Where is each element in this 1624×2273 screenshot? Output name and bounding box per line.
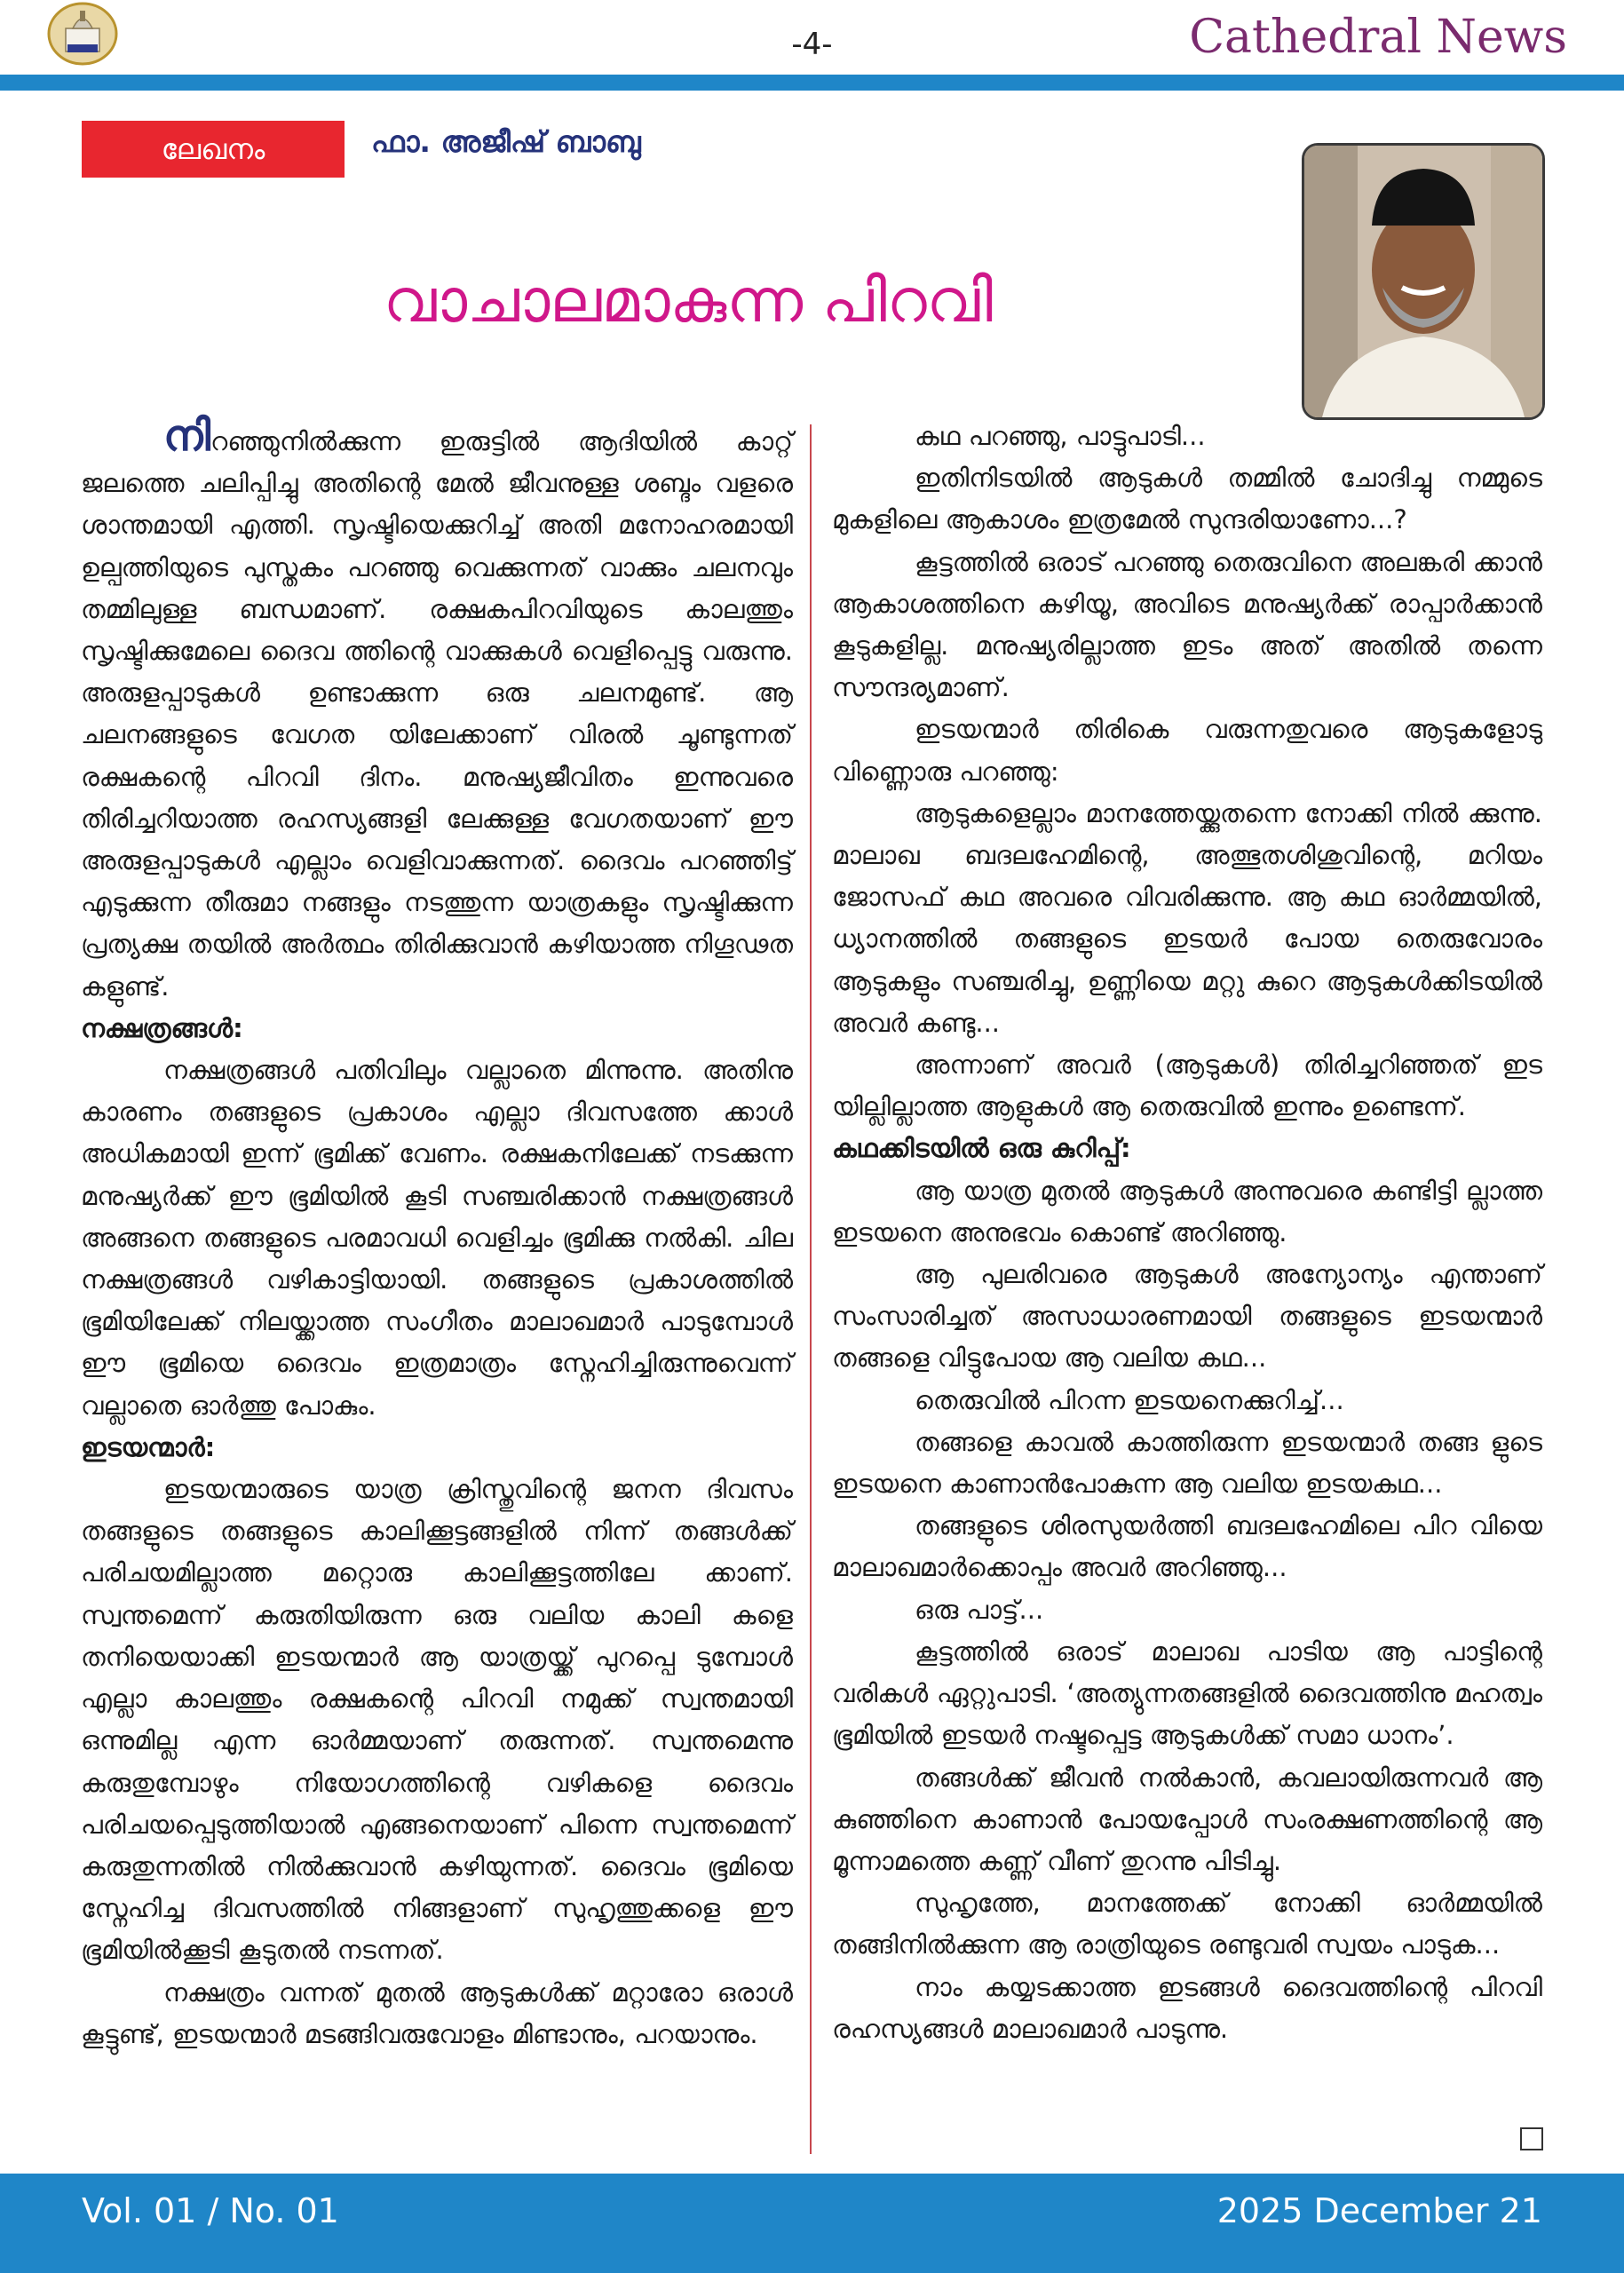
section-subheading: നക്ഷത്രങ്ങൾ: — [81, 1012, 243, 1043]
paragraph: ഒരു പാട്ട്... — [915, 1594, 1044, 1625]
paragraph: നാം കയ്യടക്കാത്ത ഇടങ്ങൾ ദൈവത്തിന്റെ പിറവി രഹസ്യങ്ങൾ മാലാഖമാർ പാടുന്നു. — [832, 1971, 1542, 2044]
lead-paragraph — [81, 411, 793, 1008]
paragraph: ഇടയന്മാർ തിരികെ വരുന്നതുവരെ ആടുകളോടു വിണ്ണൊരു പറഞ്ഞു: — [832, 714, 1542, 787]
paragraph: തെരുവിൽ പിറന്ന ഇടയനെക്കുറിച്ച്... — [915, 1384, 1344, 1415]
paragraph: ആടുകളെല്ലാം മാനത്തേയ്ക്കുതന്നെ നോക്കി നിൽ ക്കുന്നു. മാലാഖ ബദലഹേമിന്റെ, അത്ഭുതശിശുവിന്റെ, മറിയം ജോസഫ് കഥ അവരെ വിവരിക്കുന്നു. ആ കഥ ഓർമ്മയിൽ, ധ്യാനത്തിൽ തങ്ങളുടെ ഇടയർ പോയ തെരുവോരം ആടുകളും സഞ്ചരിച്ചു, ഉണ്ണിയെ മറ്റു കുറെ ആടുകൾക്കിടയിൽ അവർ കണ്ടു... — [832, 797, 1542, 1038]
end-mark-icon — [1520, 2127, 1543, 2150]
drop-cap: നി — [163, 411, 211, 461]
lead-text: റഞ്ഞുനിൽക്കുന്ന ഇരുട്ടിൽ ആദിയിൽ കാറ്റ് ജലത്തെ ചലിപ്പിച്ചു അതിന്റെ മേൽ ജീവനുള്ള ശബ്ദം വളരെ ശാന്തമായി എത്തി. സൃഷ്ടിയെക്കുറിച്ച് അതി മനോഹരമായി ഉല്പത്തിയുടെ പുസ്തകം പറഞ്ഞു വെക്കുന്നത് വാക്കും ചലനവും തമ്മിലുള്ള ബന്ധമാണ്. രക്ഷകപിറവിയുടെ കാലത്തും സൃഷ്ടിക്കുമേലെ ദൈവ ത്തിന്റെ വാക്കുകൾ വെളിപ്പെട്ടു വരുന്നു. അരുളപ്പാടുകൾ ഉണ്ടാക്കുന്ന ഒരു ചലനമുണ്ട്. ആ ചലനങ്ങളുടെ വേഗത യിലേക്കാണ് വിരൽ ചൂണ്ടുന്നത് രക്ഷകന്റെ പിറവി ദിനം. മനുഷ്യജീവിതം ഇന്നുവരെ തിരിച്ചറിയാത്ത രഹസ്യങ്ങളി ലേക്കുള്ള വേഗതയാണ് ഈ അരുളപ്പാടുകൾ എല്ലാം വെളിവാക്കുന്നത്. ദൈവം പറഞ്ഞിട്ട് എടുക്കുന്ന തീരുമാ നങ്ങളും നടത്തുന്ന യാത്രകളും സൃഷ്ടിക്കുന്ന പ്രത്യക്ഷ തയിൽ അർത്ഥം തിരിക്കുവാൻ കഴിയാത്ത നിഗൂഢത കളുണ്ട്. — [81, 426, 793, 1002]
section-subheading: കഥക്കിടയിൽ ഒരു കുറിപ്പ്: — [832, 1133, 1131, 1164]
paragraph: സുഹൃത്തേ, മാനത്തേക്ക് നോക്കി ഓർമ്മയിൽ തങ്ങിനിൽക്കുന്ന ആ രാത്രിയുടെ രണ്ടുവരി സ്വയം പാടുക... — [832, 1888, 1542, 1960]
paragraph: കൂട്ടത്തിൽ ഒരാട് പറഞ്ഞു തെരുവിനെ അലങ്കരി ക്കാൻ ആകാശത്തിനെ കഴിയൂ, അവിടെ മനുഷ്യർക്ക് രാപ്പാർക്കാൻ കൂടുകളില്ല. മനുഷ്യരില്ലാത്ത ഇടം അത് അതിൽ തന്നെ സൗന്ദര്യമാണ്. — [832, 546, 1542, 703]
left-column — [81, 411, 793, 2055]
volume-number: Vol. 01 / No. 01 — [82, 2191, 339, 2230]
issue-date: 2025 December 21 — [1216, 2191, 1542, 2230]
right-column — [832, 416, 1542, 2050]
paragraph: തങ്ങളെ കാവൽ കാത്തിരുന്ന ഇടയന്മാർ തങ്ങ ളുടെ ഇടയനെ കാണാൻപോകുന്ന ആ വലിയ ഇടയകഥ... — [832, 1426, 1542, 1500]
author-photo — [1302, 143, 1545, 420]
page-header — [0, 0, 1624, 93]
page-number: -4- — [791, 27, 833, 62]
paragraph: ആ യാത്ര മുതൽ ആടുകൾ അന്നുവരെ കണ്ടിട്ടി ല്ലാത്ത ഇടയനെ അനുഭവം കൊണ്ട് അറിഞ്ഞു. — [832, 1175, 1542, 1247]
section-subheading: ഇടയന്മാർ: — [81, 1431, 216, 1462]
masthead-title: Cathedral News — [1189, 11, 1567, 64]
paragraph: നക്ഷത്രങ്ങൾ പതിവിലും വല്ലാതെ മിന്നുന്നു. അതിനു കാരണം തങ്ങളുടെ പ്രകാശം എല്ലാ ദിവസത്തേ ക്കാൾ അധികമായി ഇന്ന് ഭൂമിക്ക് വേണം. രക്ഷകനിലേക്ക് നടക്കുന്ന മനുഷ്യർക്ക് ഈ ഭൂമിയിൽ കൂടി സഞ്ചരിക്കാൻ നക്ഷത്രങ്ങൾ അങ്ങനെ തങ്ങളുടെ പരമാവധി വെളിച്ചം ഭൂമിക്കു നൽകി. ചില നക്ഷത്രങ്ങൾ വഴികാട്ടിയായി. തങ്ങളുടെ പ്രകാശത്തിൽ ഭൂമിയിലേക്ക് നിലയ്ക്കാത്ത സംഗീതം മാലാഖമാർ പാടുമ്പോൾ ഈ ഭൂമിയെ ദൈവം ഇത്രമാത്രം സ്നേഹിച്ചിരുന്നുവെന്ന് വല്ലാതെ ഓർത്തു പോകും. — [81, 1055, 793, 1421]
paragraph: തങ്ങളുടെ ശിരസുയർത്തി ബദലഹേമിലെ പിറ വിയെ മാലാഖമാർക്കൊപ്പം അവർ അറിഞ്ഞു... — [832, 1510, 1542, 1583]
column-divider — [810, 424, 812, 2154]
author-name: ഫാ. അജീഷ് ബാബു — [371, 124, 641, 159]
category-tag: ലേഖനം — [82, 121, 345, 178]
paragraph: നക്ഷത്രം വന്നത് മുതൽ ആടുകൾക്ക് മറ്റാരോ ഒരാൾ കൂട്ടുണ്ട്, ഇടയന്മാർ മടങ്ങിവരുവോളം മിണ്ടാനും, പറയാനും. — [81, 1976, 793, 2049]
paragraph: കൂട്ടത്തിൽ ഒരാട് മാലാഖ പാടിയ ആ പാട്ടിന്റെ വരികൾ ഏറ്റുപാടി. ‘അത്യുന്നതങ്ങളിൽ ദൈവത്തിനു മഹത്വം ഭൂമിയിൽ ഇടയർ നഷ്ടപ്പെട്ട ആടുകൾക്ക് സമാ ധാനം’. — [832, 1635, 1542, 1751]
paragraph: അന്നാണ് അവർ (ആടുകൾ) തിരിച്ചറിഞ്ഞത് ഇട യില്ലില്ലാത്ത ആളുകൾ ആ തെരുവിൽ ഇന്നും ഉണ്ടെന്ന്. — [832, 1049, 1542, 1122]
article-title: വാചാലമാകുന്ന പിറവി — [383, 266, 994, 337]
paragraph: ആ പുലരിവരെ ആടുകൾ അന്യോന്യം എന്താണ് സംസാരിച്ചത് അസാധാരണമായി തങ്ങളുടെ ഇടയന്മാർ തങ്ങളെ വിട്ടുപോയ ആ വലിയ കഥ... — [832, 1259, 1542, 1374]
header-bar — [0, 75, 1624, 91]
paragraph: ഇതിനിടയിൽ ആടുകൾ തമ്മിൽ ചോദിച്ചു നമ്മുടെ മുകളിലെ ആകാശം ഇത്രമേൽ സുന്ദരിയാണോ...? — [832, 463, 1542, 535]
paragraph: തങ്ങൾക്ക് ജീവൻ നൽകാൻ, കവലായിരുന്നവർ ആ കുഞ്ഞിനെ കാണാൻ പോയപ്പോൾ സംരക്ഷണത്തിന്റെ ആ മൂന്നാമത്തെ കണ്ണ് വീണ് തുറന്നു പിടിച്ചു. — [832, 1762, 1542, 1876]
paragraph: കഥ പറഞ്ഞു, പാട്ടുപാടി... — [915, 421, 1206, 451]
paragraph: ഇടയന്മാരുടെ യാത്ര ക്രിസ്തുവിന്റെ ജനന ദിവസം തങ്ങളുടെ തങ്ങളുടെ കാലിക്കൂട്ടങ്ങളിൽ നിന്ന് തങ്ങൾക്ക് പരിചയമില്ലാത്ത മറ്റൊരു കാലിക്കൂട്ടത്തിലേ ക്കാണ്. സ്വന്തമെന്ന് കരുതിയിരുന്ന ഒരു വലിയ കാലി കളെ തനിയെയാക്കി ഇടയന്മാർ ആ യാത്രയ്ക്ക് പുറപ്പെ ടുമ്പോൾ എല്ലാ കാലത്തും രക്ഷകന്റെ പിറവി നമുക്ക് സ്വന്തമായി ഒന്നുമില്ല എന്ന ഓർമ്മയാണ് തരുന്നത്. സ്വന്തമെന്നു കരുതുമ്പോഴും നിയോഗത്തിന്റെ വഴികളെ ദൈവം പരിചയപ്പെടുത്തിയാൽ എങ്ങനെയാണ് പിന്നെ സ്വന്തമെന്ന് കരുതുന്നതിൽ നിൽക്കുവാൻ കഴിയുന്നത്. ദൈവം ഭൂമിയെ സ്നേഹിച്ച ദിവസത്തിൽ നിങ്ങളാണ് സുഹൃത്തുക്കളെ ഈ ഭൂമിയിൽക്കൂടി കൂടുതൽ നടന്നത്. — [81, 1474, 793, 1966]
